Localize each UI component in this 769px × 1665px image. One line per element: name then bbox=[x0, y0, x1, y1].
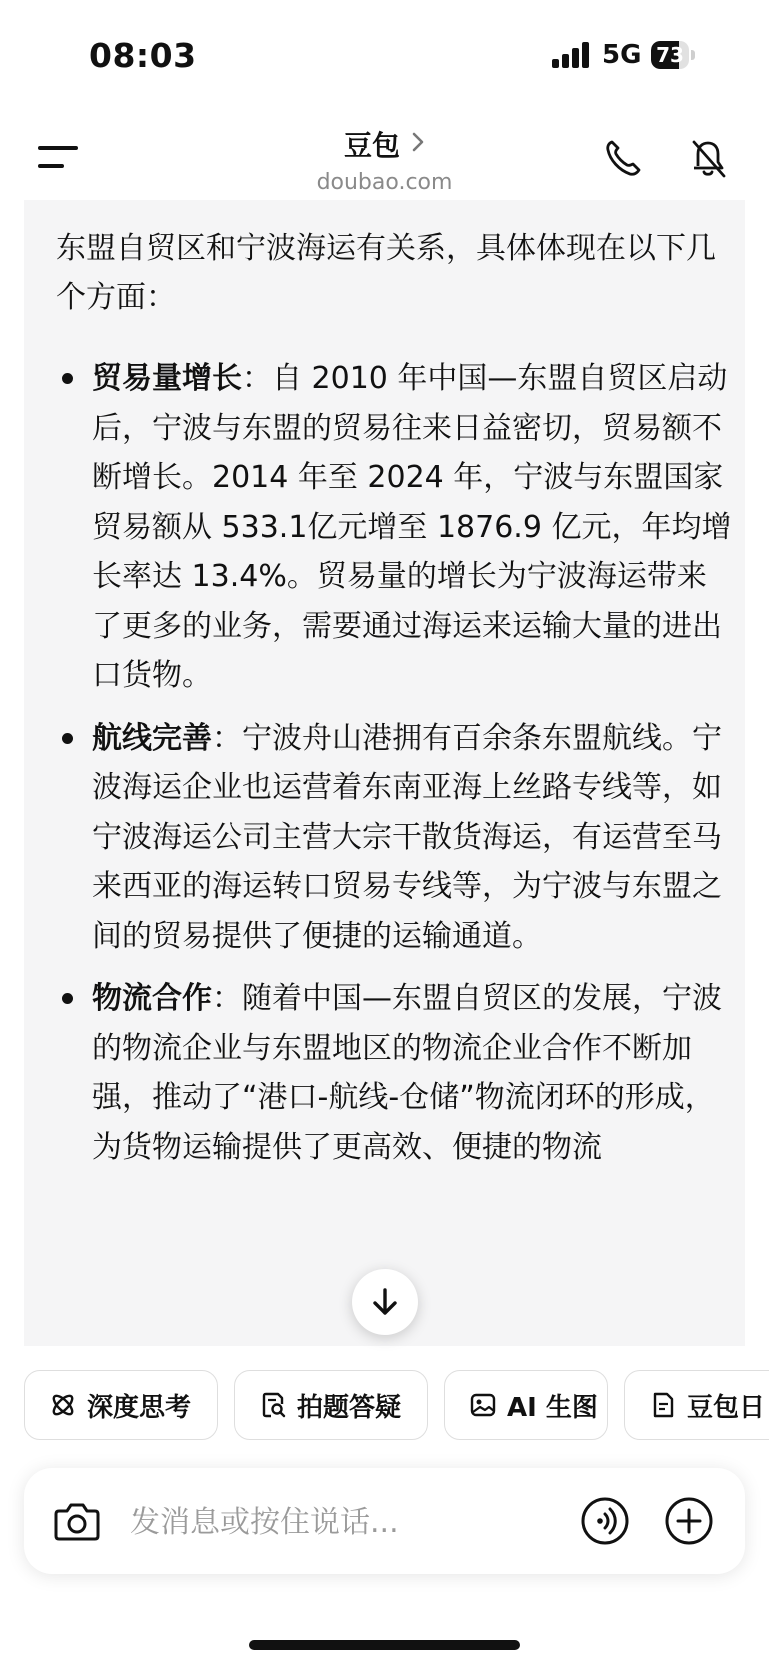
status-bar bbox=[0, 0, 769, 110]
document-icon bbox=[649, 1391, 677, 1419]
bullet-text: ：随着中国—东盟自贸区的发展，宁波的物流企业与东盟地区的物流企业合作不断加强，推动了“港口-航线-仓储”物流闭环的形成，为货物运输提供了更高效、便捷的物流 bbox=[92, 981, 722, 1165]
message-bullet-list bbox=[56, 354, 736, 1185]
header-title-block[interactable] bbox=[0, 124, 769, 195]
page-title: 豆包 bbox=[343, 129, 400, 162]
chip-label: AI 生图 bbox=[507, 1392, 598, 1423]
message-intro: 东盟自贸区和宁波海运有关系，具体体现在以下几个方面： bbox=[56, 231, 716, 315]
bullet-dot bbox=[62, 993, 73, 1004]
voice-wave-icon bbox=[580, 1496, 630, 1546]
speaker-mute-icon bbox=[686, 136, 730, 180]
chip-label: 深度思考 bbox=[87, 1392, 192, 1423]
chip-label: 豆包日 bbox=[687, 1392, 766, 1423]
bullet-heading: 航线完善 bbox=[92, 720, 212, 756]
signal-icon bbox=[552, 42, 592, 68]
status-time: 08:03 bbox=[89, 36, 197, 75]
camera-button[interactable] bbox=[54, 1501, 100, 1545]
plus-circle-icon bbox=[664, 1496, 714, 1546]
phone-call-button[interactable] bbox=[602, 136, 646, 180]
chevron-right-icon bbox=[411, 131, 425, 153]
scroll-to-bottom-button[interactable] bbox=[352, 1269, 418, 1335]
deep-think-icon bbox=[49, 1391, 77, 1419]
chat-header bbox=[0, 112, 769, 200]
chip-photo-question[interactable] bbox=[234, 1370, 428, 1440]
message-input[interactable] bbox=[128, 1496, 572, 1548]
bullet-dot bbox=[62, 373, 73, 384]
chat-message-area[interactable] bbox=[24, 200, 745, 1346]
chip-doubao-daily[interactable] bbox=[624, 1370, 769, 1440]
camera-icon bbox=[54, 1501, 100, 1541]
home-indicator bbox=[249, 1640, 520, 1650]
list-item bbox=[56, 974, 736, 1172]
chip-label: 拍题答疑 bbox=[297, 1392, 402, 1423]
battery-icon bbox=[651, 41, 695, 69]
mute-button[interactable] bbox=[686, 136, 730, 180]
message-composer bbox=[24, 1468, 745, 1574]
arrow-down-icon bbox=[369, 1286, 401, 1318]
battery-percent: 73 bbox=[656, 43, 684, 67]
photo-question-icon bbox=[259, 1391, 287, 1419]
list-item bbox=[56, 354, 736, 701]
quick-action-chips bbox=[24, 1370, 769, 1442]
image-icon bbox=[469, 1391, 497, 1419]
bullet-text: ：自 2010 年中国—东盟自贸区启动后，宁波与东盟的贸易往来日益密切，贸易额不断增长。2014 年至 2024 年，宁波与东盟国家贸易额从 533.1亿元增至 1876.9 亿元，年均增长率达 13.4%。贸易量的增长为宁波海运带来了更多的业务，需要通过海运来运输大量的进出口货物。 bbox=[92, 361, 732, 693]
bullet-dot bbox=[62, 733, 73, 744]
bullet-text: ：宁波舟山港拥有百余条东盟航线。宁波海运企业也运营着东南亚海上丝路专线等，如宁波海运公司主营大宗干散货海运，有运营至马来西亚的海运转口贸易专线等，为宁波与东盟之间的贸易提供了便捷的运输通道。 bbox=[92, 720, 722, 954]
chip-deep-think[interactable] bbox=[24, 1370, 218, 1440]
add-button[interactable] bbox=[664, 1496, 714, 1550]
page-subtitle: doubao.com bbox=[316, 170, 453, 195]
phone-icon bbox=[602, 136, 646, 180]
voice-call-button[interactable] bbox=[580, 1496, 630, 1550]
network-type: 5G bbox=[602, 40, 642, 70]
list-item bbox=[56, 714, 736, 962]
bullet-heading: 物流合作 bbox=[92, 981, 212, 1016]
chip-ai-image[interactable] bbox=[444, 1370, 608, 1440]
bullet-heading: 贸易量增长 bbox=[92, 361, 242, 396]
